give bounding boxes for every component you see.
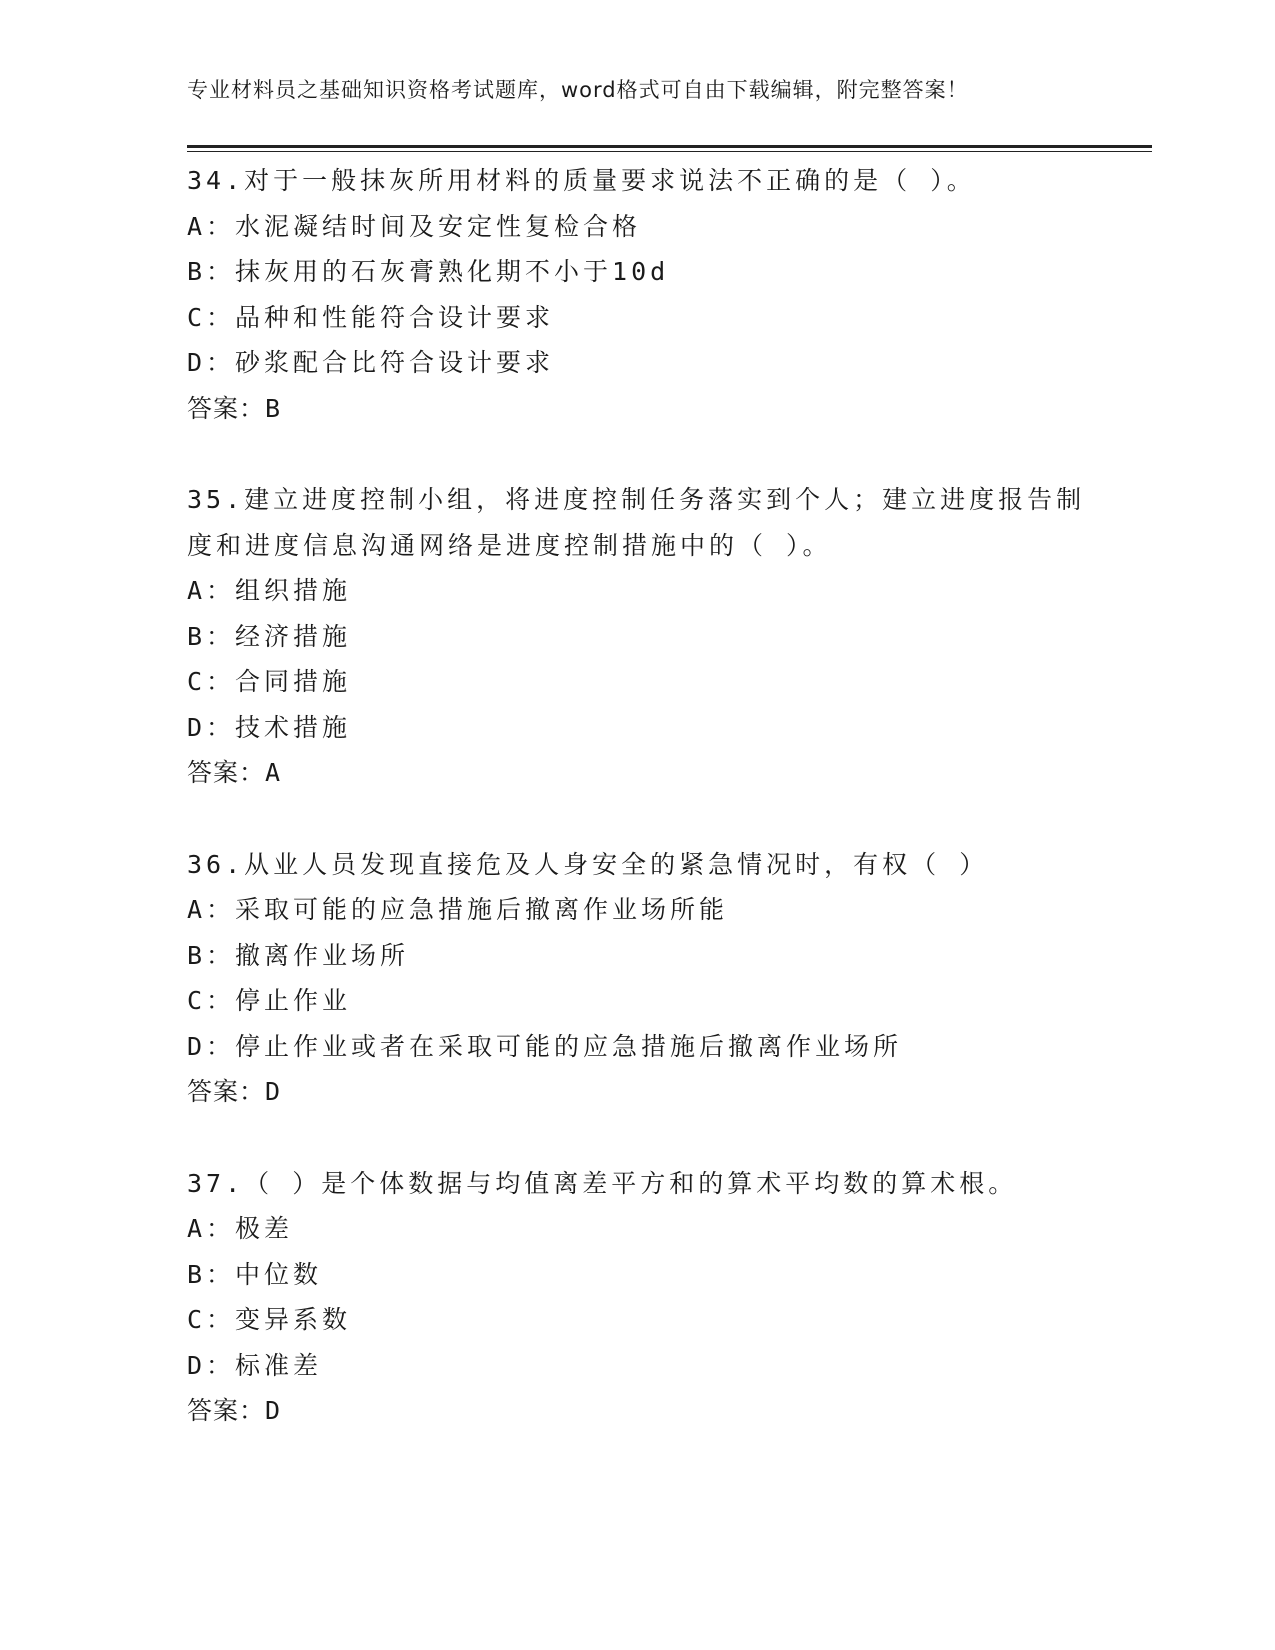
- answer-value: B: [265, 393, 282, 423]
- option-a: A：采取可能的应急措施后撤离作业场所能: [187, 895, 729, 924]
- answer-value: D: [265, 1396, 282, 1425]
- answer-value: A: [265, 758, 282, 787]
- option-b: B：中位数: [187, 1259, 323, 1289]
- answer-label: 答案：: [187, 393, 266, 423]
- option-d: D：技术措施: [187, 712, 352, 742]
- option-d: D：标准差: [187, 1350, 323, 1380]
- option-d: D：停止作业或者在采取可能的应急措施后撤离作业场所: [187, 1031, 903, 1061]
- question-stem: 36.从业人员发现直接危及人身安全的紧急情况时，有权（ ）: [187, 849, 989, 879]
- answer-line: [187, 1388, 1087, 1434]
- option-b: B：经济措施: [187, 621, 352, 651]
- question-stem: 34.对于一般抹灰所用材料的质量要求说法不正确的是（ ）。: [187, 166, 976, 195]
- question-list: [187, 158, 1087, 1480]
- answer-line: [187, 386, 1087, 432]
- option-c: C：合同措施: [187, 667, 352, 696]
- option-b: B：抹灰用的石灰膏熟化期不小于10d: [187, 257, 670, 286]
- answer-label: 答案：: [187, 758, 266, 787]
- answer-label: 答案：: [187, 1077, 266, 1106]
- option-b: B：撤离作业场所: [187, 940, 410, 970]
- question-34: [187, 158, 1087, 431]
- option-c: C：变异系数: [187, 1305, 352, 1334]
- option-c: C：品种和性能符合设计要求: [187, 302, 555, 332]
- answer-label: 答案：: [187, 1396, 266, 1425]
- option-a: A：极差: [187, 1214, 294, 1243]
- answer-line: [187, 750, 1087, 796]
- option-a: A：组织措施: [187, 576, 352, 605]
- option-a: A：水泥凝结时间及安定性复检合格: [187, 211, 642, 241]
- answer-value: D: [265, 1077, 282, 1106]
- question-stem-continued: 度和进度信息沟通网络是进度控制措施中的（ ）。: [187, 530, 832, 560]
- question-stem: 35.建立进度控制小组，将进度控制任务落实到个人；建立进度报告制: [187, 485, 1086, 514]
- question-37: [187, 1161, 1087, 1434]
- question-35: [187, 477, 1087, 796]
- header-rule-thick: [187, 145, 1152, 148]
- question-36: [187, 842, 1087, 1115]
- option-c: C：停止作业: [187, 986, 352, 1015]
- option-d: D：砂浆配合比符合设计要求: [187, 348, 555, 377]
- page-header: 专业材料员之基础知识资格考试题库，word格式可自由下载编辑，附完整答案！: [187, 78, 969, 102]
- header-rule-thin: [187, 151, 1152, 152]
- answer-line: [187, 1069, 1087, 1115]
- question-stem: 37.（ ）是个体数据与均值离差平方和的算术平均数的算术根。: [187, 1168, 1018, 1198]
